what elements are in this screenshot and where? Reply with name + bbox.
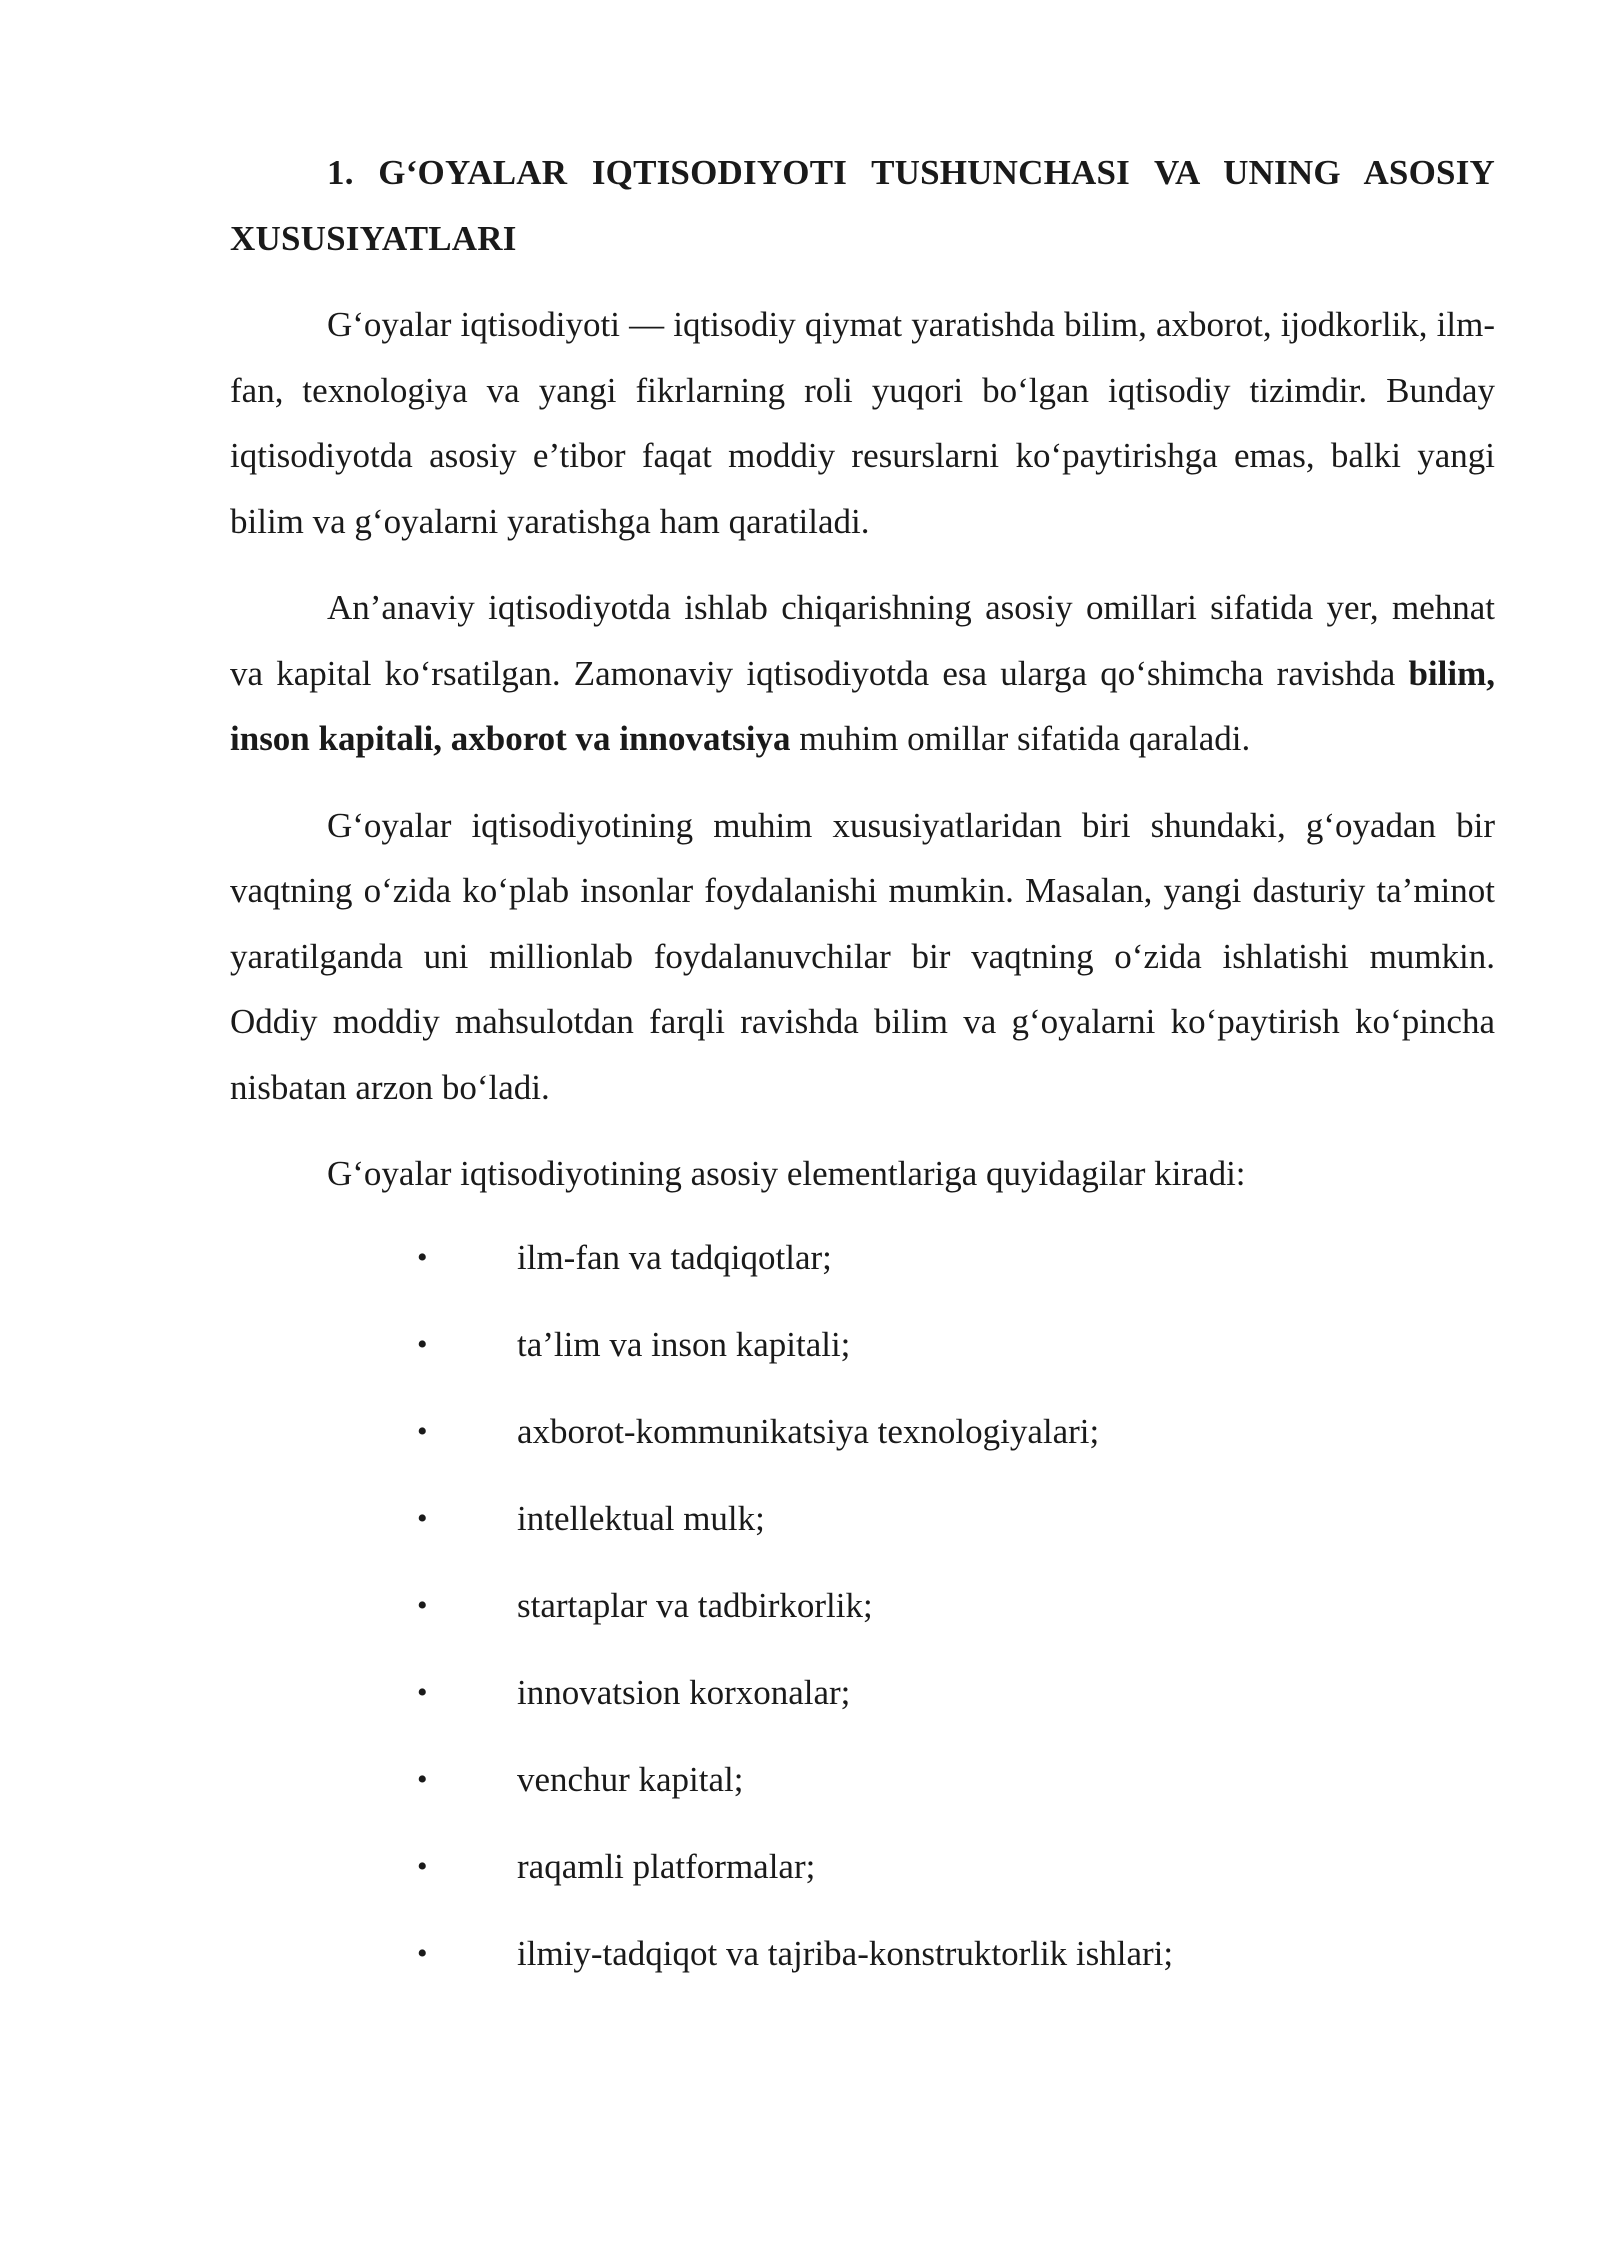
list-item: [230, 1576, 1495, 1663]
bullet-icon: •: [417, 1327, 428, 1361]
elements-list: [230, 1228, 1495, 2011]
bullet-icon: •: [417, 1762, 428, 1796]
bullet-icon: •: [417, 1501, 428, 1535]
list-item: [230, 1837, 1495, 1924]
paragraph-definition: G‘oyalar iqtisodiyoti — iqtisodiy qiymat yaratishda bilim, axborot, ijodkorlik, ilm-fan, texnologiya va yangi fikrlarning roli yuqori bo‘lgan iqtisodiy tizimdir. Bunday iqtisodiyotda asosiy e’tibor faqat moddiy resurslarni ko‘paytirishga emas, balki yangi bilim va g‘oyalarni yaratishga ham qaratiladi.: [230, 305, 1495, 541]
document-page: [230, 140, 1495, 2011]
list-item-text: ilm-fan va tadqiqotlar;: [517, 1237, 832, 1277]
paragraph-factors-text-start: An’anaviy iqtisodiyotda ishlab chiqarishning asosiy omillari sifatida yer, mehnat va kapital ko‘rsatilgan. Zamonaviy iqtisodiyotda esa ularga qo‘shimcha ravishda: [230, 588, 1495, 693]
paragraph-factors-bold-text: bilim, inson kapitali, axborot va innovatsiya: [230, 653, 1495, 758]
list-item: [230, 1750, 1495, 1837]
list-item: [230, 1228, 1495, 1315]
paragraph-factors-text-end: muhim omillar sifatida qaraladi.: [790, 719, 1251, 758]
list-item-text: ta’lim va inson kapitali;: [517, 1324, 851, 1364]
list-item: [230, 1924, 1495, 2011]
paragraph-features: G‘oyalar iqtisodiyotining muhim xususiyatlaridan biri shundaki, g‘oyadan bir vaqtning o‘zida ko‘plab insonlar foydalanishi mumkin. Masalan, yangi dasturiy ta’minot yaratilganda uni millionlab foydalanuvchilar bir vaqtning o‘zida ishlatishi mumkin. Oddiy moddiy mahsulotdan farqli ravishda bilim va g‘oyalarni ko‘paytirish ko‘pincha nisbatan arzon bo‘ladi.: [230, 805, 1495, 1107]
list-item: [230, 1402, 1495, 1489]
list-item-text: innovatsion korxonalar;: [517, 1672, 851, 1712]
bullet-icon: •: [417, 1414, 428, 1448]
bullet-icon: •: [417, 1849, 428, 1883]
list-item: [230, 1489, 1495, 1576]
list-item-text: raqamli platformalar;: [517, 1846, 816, 1886]
bullet-icon: •: [417, 1240, 428, 1274]
bullet-icon: •: [417, 1675, 428, 1709]
list-item-text: venchur kapital;: [517, 1759, 744, 1799]
paragraph-factors: [230, 575, 1495, 772]
section-heading: 1. G‘OYALAR IQTISODIYOTI TUSHUNCHASI VA UNING ASOSIY XUSUSIYATLARI: [230, 153, 1495, 258]
list-item: [230, 1663, 1495, 1750]
bullet-icon: •: [417, 1936, 428, 1970]
list-item-text: axborot-kommunikatsiya texnologiyalari;: [517, 1411, 1100, 1451]
bullet-icon: •: [417, 1588, 428, 1622]
list-item: [230, 1315, 1495, 1402]
paragraph-list-intro: G‘oyalar iqtisodiyotining asosiy elementlariga quyidagilar kiradi:: [327, 1154, 1246, 1193]
list-item-text: startaplar va tadbirkorlik;: [517, 1585, 873, 1625]
list-item-text: ilmiy-tadqiqot va tajriba-konstruktorlik ishlari;: [517, 1933, 1174, 1973]
list-item-text: intellektual mulk;: [517, 1498, 765, 1538]
